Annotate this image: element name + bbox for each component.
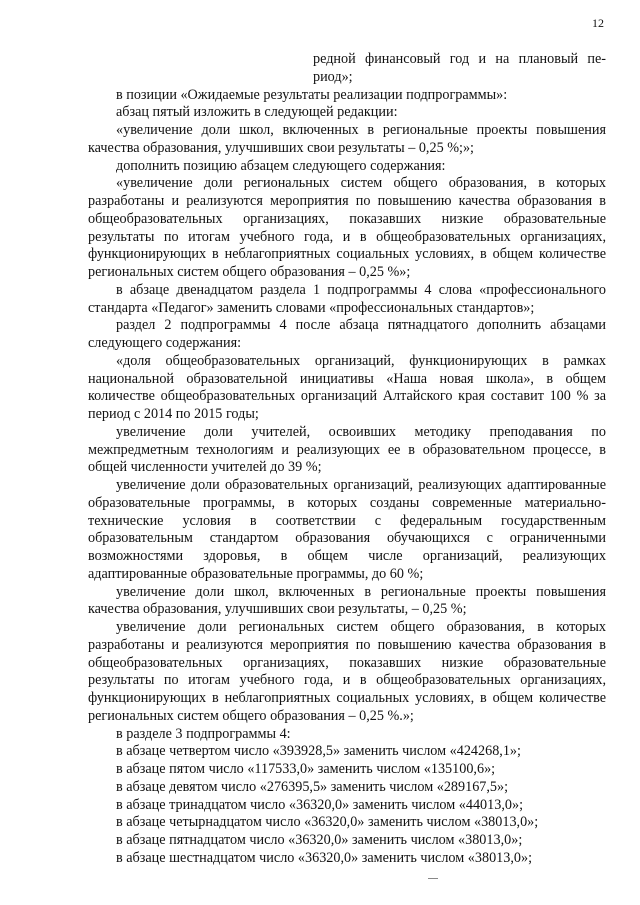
paragraph: дополнить позицию абзацем следующего содержания: [116, 157, 446, 174]
paragraph: раздел 2 подпрограммы 4 после абзаца пятнадцатого дополнить абзацами следующего содержания: [88, 317, 606, 351]
paragraph: «доля общеобразовательных организаций, функционирующих в рамках национальной образовательной инициативы «Наша новая школа», в общем количестве общеобразовательных организаций Алтайского края составит 100 % за период с 2014 по 2015 годы; [88, 352, 606, 422]
paragraph: увеличение доли учителей, освоивших методику преподавания по межпредметным технологиям и реализующих ее в образовательном процессе, в общей численности учителей до 39 %; [88, 423, 606, 476]
document-body [88, 51, 606, 868]
paragraph: в абзаце четвертом число «393928,5» заменить числом «424268,1»; [116, 743, 521, 760]
paragraph: «увеличение доли школ, включенных в региональные проекты повышения качества образования, улучшивших свои результаты – 0,25 %;»; [88, 122, 606, 156]
page-number: 12 [592, 16, 604, 30]
paragraph: «увеличение доли региональных систем общего образования, в которых разработаны и реализуются мероприятия по повышению качества образования в общеобразовательных организациях, показавших низкие образовательные результаты по итогам учебного года, и в общеобразовательных организациях, функционирующих в неблагоприятных социальных условиях, в общем количестве региональных систем общего образования – 0,25 %»; [88, 175, 606, 280]
scan-mark [428, 878, 438, 879]
continuation-line: редной финансовый год и на плановый пе- [313, 51, 606, 67]
paragraph: в абзаце четырнадцатом число «36320,0» заменить числом «38013,0»; [116, 814, 539, 831]
paragraph: увеличение доли школ, включенных в региональные проекты повышения качества образования, улучшивших свои результаты, – 0,25 %; [88, 583, 606, 618]
paragraph: увеличение доли образовательных организаций, реализующих адаптированные образовательные программы, в которых созданы современные материально-технические условия в соответствии с федеральным государственным образовательным стандартом образования обучающихся с ограниченными возможностями здоровья, в общем числе организаций, реализующих адаптированные образовательные программы, до 60 %; [88, 477, 606, 582]
paragraph: в абзаце тринадцатом число «36320,0» заменить числом «44013,0»; [116, 796, 524, 813]
paragraph: в разделе 3 подпрограммы 4: [116, 725, 291, 742]
paragraph: в абзаце пятнадцатом число «36320,0» заменить числом «38013,0»; [116, 832, 523, 848]
paragraph: в абзаце девятом число «276395,5» заменить числом «289167,5»; [116, 778, 509, 795]
paragraph: абзац пятый изложить в следующей редакции: [116, 104, 398, 121]
paragraph: увеличение доли региональных систем общего образования, в которых разработаны и реализуются мероприятия по повышению качества образования в общеобразовательных организациях, показавших низкие образовательные результаты по итогам учебного года, и в общеобразовательных организациях, функционирующих в неблагоприятных социальных условиях, в общем количестве региональных систем общего образования – 0,25 %.»; [88, 619, 606, 724]
paragraph: в абзаце двенадцатом раздела 1 подпрограммы 4 слова «профессионального стандарта «Педагог» заменить словами «профессиональных стандартов»; [88, 281, 606, 316]
continuation-line: риод»; [313, 68, 353, 85]
paragraph: в абзаце шестнадцатом число «36320,0» заменить числом «38013,0»; [116, 849, 533, 866]
paragraph: в позиции «Ожидаемые результаты реализации подпрограммы»: [116, 86, 508, 103]
paragraph: в абзаце пятом число «117533,0» заменить числом «135100,6»; [116, 761, 496, 777]
